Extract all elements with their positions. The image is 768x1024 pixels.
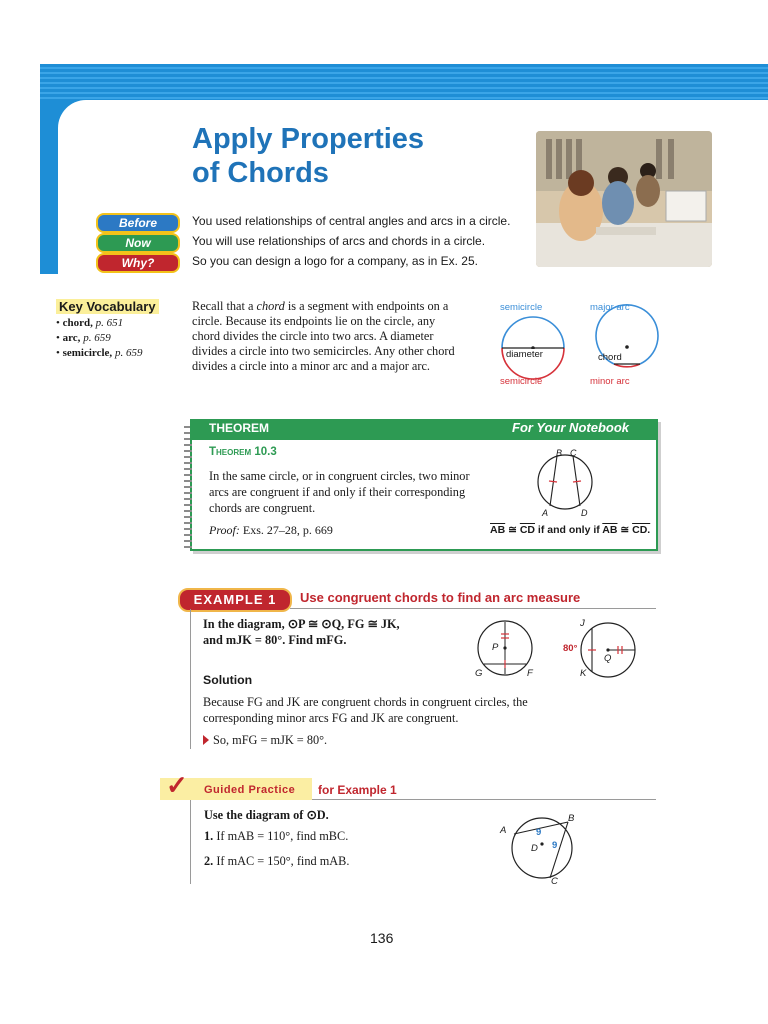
vocabulary-heading: Key Vocabulary [56,299,159,314]
semicircle-arc-top [502,317,564,348]
label-guided-9b: 9 [552,840,558,851]
now-text: You will use relationships of arcs and chords in a circle. [192,234,486,248]
label-k: K [580,668,587,679]
guided-practice-title: Guided Practice [204,784,296,796]
theorem-caption: $\overline{AB}$ ≅ $\overline{CD}$ if and only if $\overline{AB}$ ≅ CD. [490,524,651,536]
checkmark-icon: ✓ [166,770,188,800]
label-80-degrees: 80° [563,643,578,654]
label-guided-a: A [500,825,507,836]
label-a: A [542,508,549,518]
label-minor-arc: minor arc [590,376,630,387]
solution-label: Solution [203,673,253,687]
guided-practice-for: for Example 1 [318,783,397,797]
answer-arrow-icon [203,735,209,745]
label-q: Q [604,653,612,664]
label-g: G [475,668,483,679]
label-c: C [570,448,577,458]
vocab-item-chord: • chord, p. 651 [56,317,124,329]
example-rule [290,608,656,609]
lesson-title [192,122,424,190]
label-d: D [581,508,588,518]
classroom-photo [536,131,712,267]
notebook-label: For Your Notebook [512,420,629,435]
before-text: You used relationships of central angles and arcs in a circle. [192,214,511,228]
theorem-header-label: THEOREM [209,421,269,435]
page-number: 136 [370,930,394,946]
label-major-arc: major arc [590,302,630,313]
example-question: In the diagram, ⊙P ≅ ⊙Q, FG ≅ JK, and mJK = 80°. Find mFG. [203,617,400,647]
guided-left-rule [190,800,191,884]
label-semicircle-top: semicircle [500,302,543,313]
now-pill: Now [96,233,180,253]
label-chord: chord [598,352,622,363]
intro-paragraph: Recall that a chord is a segment with endpoints on a circle. Because its endpoints lie on the circle, any chord divides the circle into two arcs. A diameter divides a circle into two semicircles. Any other chord divides a circle into a minor arc and a major arc. [192,299,455,373]
label-guided-9a: 9 [536,827,542,838]
why-pill: Why? [96,253,180,273]
notebook-spiral [184,426,192,548]
solution-answer: So, mFG = mJK = 80°. [213,733,328,747]
label-p: P [492,642,499,653]
example-badge: EXAMPLE 1 [178,588,292,612]
label-guided-d: D [531,843,538,854]
why-text: So you can design a logo for a company, as in Ex. 25. [192,254,478,268]
vocab-item-arc: • arc, p. 659 [56,332,111,344]
vocab-item-semicircle: • semicircle, p. 659 [56,347,143,359]
header-stripe [40,64,768,100]
label-diameter: diameter [506,349,543,360]
title-line-2: of Chords [192,157,329,189]
theorem-proof: Proof: Exs. 27–28, p. 669 [209,523,333,537]
center-dot-2 [625,345,629,349]
label-b: B [556,448,563,458]
label-f: F [527,668,533,679]
example-title: Use congruent chords to find an arc measure [300,590,581,605]
theorem-figure [530,446,600,518]
guided-question-2: 2. If mAC = 150°, find mAB. [204,854,350,868]
solution-text: Because FG and JK are congruent chords in congruent circles, the corresponding minor arcs FG and JK are congruent. [203,695,528,725]
theorem-text: In the same circle, or in congruent circles, two minor arcs are congruent if and only if their corresponding chords are congruent. [209,469,470,515]
before-pill: Before [96,213,180,233]
title-line-1: Apply Properties [192,123,425,155]
label-j: J [580,618,585,629]
guided-rule [312,799,656,800]
guided-use-diagram: Use the diagram of ⊙D. [204,808,329,822]
label-guided-b: B [568,813,575,824]
guided-question-1: 1. If mAB = 110°, find mBC. [204,829,349,843]
theorem-title: Theorem 10.3 [209,446,277,458]
label-guided-c: C [551,876,558,887]
label-semicircle-bottom: semicircle [500,376,543,387]
example-left-rule [190,609,191,749]
